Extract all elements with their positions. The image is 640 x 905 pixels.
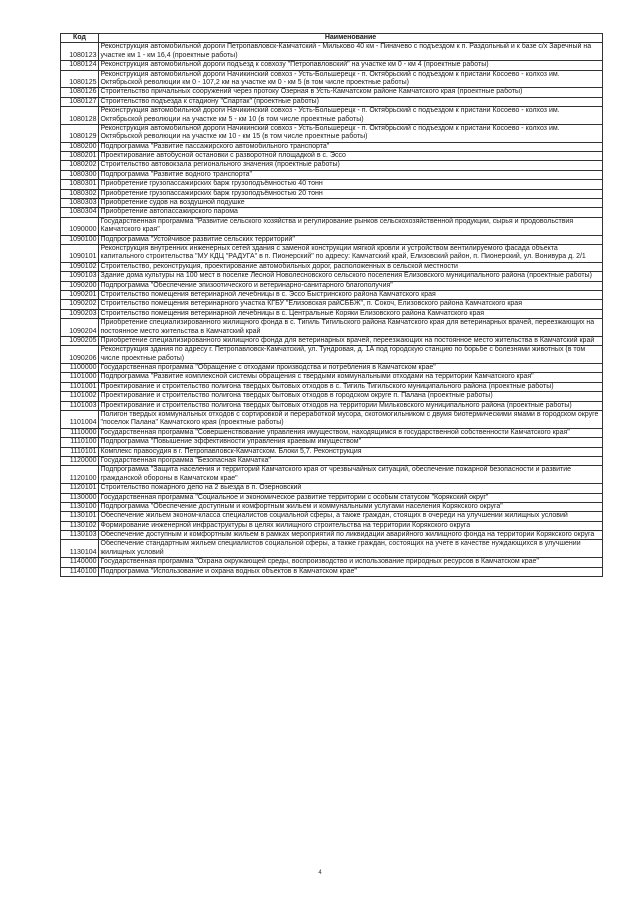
table-row [61,107,603,125]
row-name: Здание дома культуры на 100 мест в поселке Лесной Новолесновского сельского поселения Елизовского муниципального района (проектные работы) [99,272,603,281]
table-row [61,382,603,391]
table-row [61,142,603,151]
table-row [61,61,603,70]
table-row [61,189,603,198]
row-name: Проектирование автобусной остановки с разворотной площадкой в с. Эссо [99,152,603,161]
row-name: Подпрограмма "Обеспечение эпизоотического и ветеринарно-санитарного благополучия" [99,281,603,290]
header-code: Код [61,34,99,43]
row-name: Подпрограмма "Использование и охрана водных объектов в Камчатском крае" [99,567,603,576]
table-row [61,97,603,106]
row-name: Проектирование и строительство полигона твердых бытовых отходов в городском округе п. Палана (проектные работы) [99,392,603,401]
row-code: 1090206 [61,346,99,364]
row-name: Государственная программа "Совершенствование управления имуществом, находящимся в государственной собственности Камчатского края" [99,428,603,437]
table-row [61,540,603,558]
table-row [61,217,603,235]
row-name: Подпрограмма "Обеспечение доступным и комфортным жильем и коммунальными услугами населения Корякского округа" [99,502,603,511]
table-row [61,456,603,465]
row-name: Комплекс правосудия в г. Петропавловск-Камчатском. Блоки 5,7. Реконструкция [99,447,603,456]
row-name: Обеспечение стандартным жильем специалистов социальной сферы, а также граждан, состоящих на учете в качестве нуждающихся в улучшении жилищных условий [99,540,603,558]
row-name: Реконструкция автомобильной дороги Петропавловск-Камчатский - Мильково 40 км - Пиначево с подъездом к п. Раздольный и к базе с/х Заречный на участке км 1 - км 16,4 (проектные работы) [99,43,603,61]
table-row [61,512,603,521]
row-name: Реконструкция здания по адресу г. Петропавловск-Камчатский, ул. Тундровая, д. 1А под городскую станцию по борьбе с болезнями животных (в том числе проектные работы) [99,346,603,364]
table-row [61,262,603,271]
row-code: 1080124 [61,61,99,70]
row-code: 1130103 [61,531,99,540]
table-row [61,401,603,410]
table-row [61,70,603,88]
row-code: 1140100 [61,567,99,576]
table-row [61,272,603,281]
row-code: 1101003 [61,401,99,410]
table-row [61,373,603,382]
row-name: Государственная программа "Социальное и экономическое развитие территории с особым статусом "Корякский округ" [99,493,603,502]
row-code: 1090201 [61,290,99,299]
row-name: Приобретение автопассажирского парома [99,208,603,217]
row-code: 1101001 [61,382,99,391]
table-row [61,364,603,373]
row-code: 1080301 [61,180,99,189]
row-code: 1080202 [61,161,99,170]
table-row [61,346,603,364]
row-name: Строительство, реконструкция, проектирование автомобильных дорог, расположенных в сельской местности [99,262,603,271]
row-code: 1130101 [61,512,99,521]
table-row [61,88,603,97]
row-name: Строительство помещения ветеринарной лечебницы в с. Эссо Быстринского района Камчатского края [99,290,603,299]
row-name: Реконструкция автомобильной дороги Начикинский совхоз - Усть-Большерецк - п. Октябрьский с подъездом к пристани Косоево - колхоз им. Октябрьской революции на участке км 5 - км 10 (в том числе проектные работы) [99,107,603,125]
table-row [61,235,603,244]
row-code: 1090000 [61,217,99,235]
row-code: 1090200 [61,281,99,290]
table-row [61,392,603,401]
table-row [61,567,603,576]
row-code: 1080304 [61,208,99,217]
row-name: Обеспечение жильем эконом-класса специалистов социальной сферы, а также граждан, стоящих в очереди на улучшении жилищных условий [99,512,603,521]
row-name: Государственная программа "Развитие сельского хозяйства и регулирование рынков сельскохозяйственной продукции, сырья и продовольствия Камчатского края" [99,217,603,235]
row-code: 1090202 [61,300,99,309]
table-row [61,244,603,262]
table-row [61,124,603,142]
row-name: Строительство причальных сооружений через протоку Озерная в Усть-Камчатском районе Камчатского края (проектные работы) [99,88,603,97]
row-name: Строительство помещения ветеринарной лечебницы в с. Центральные Коряки Елизовского района Камчатского края [99,309,603,318]
row-code: 1080129 [61,124,99,142]
table-row [61,319,603,337]
row-code: 1080126 [61,88,99,97]
table-row [61,300,603,309]
row-code: 1090103 [61,272,99,281]
row-code: 1080303 [61,199,99,208]
row-code: 1120101 [61,484,99,493]
table-row [61,484,603,493]
row-code: 1090100 [61,235,99,244]
header-name: Наименование [99,34,603,43]
row-name: Строительство пожарного депо на 2 выезда в п. Озерновский [99,484,603,493]
row-code: 1130000 [61,493,99,502]
budget-code-table [60,33,603,577]
table-row [61,428,603,437]
row-code: 1140000 [61,558,99,567]
row-code: 1110000 [61,428,99,437]
table-row [61,43,603,61]
row-name: Формирование инженерной инфраструктуры в целях жилищного строительства на территории Корякского округа [99,521,603,530]
table-row [61,180,603,189]
row-name: Реконструкция автомобильной дороги Начикинский совхоз - Усть-Большерецк - п. Октябрьский с подъездом к пристани Косоево - колхоз им. Октябрьской революции на участке км 10 - км 15 (в том числе проектные работы) [99,124,603,142]
table-row [61,152,603,161]
table-row [61,493,603,502]
row-code: 1080200 [61,142,99,151]
table-row [61,309,603,318]
row-code: 1100000 [61,364,99,373]
table-row [61,438,603,447]
row-name: Подпрограмма "Повышение эффективности управления краевым имуществом" [99,438,603,447]
table-header-row [61,34,603,43]
table-row [61,531,603,540]
row-code: 1090102 [61,262,99,271]
row-name: Подпрограмма "Устойчивое развитие сельских территорий" [99,235,603,244]
row-name: Приобретение грузопассажирских барж грузоподъёмностью 40 тонн [99,180,603,189]
row-code: 1130104 [61,540,99,558]
row-code: 1080201 [61,152,99,161]
table-row [61,411,603,429]
table-row [61,208,603,217]
row-code: 1130100 [61,502,99,511]
page-number: 4 [318,870,322,876]
row-code: 1110101 [61,447,99,456]
row-name: Приобретение специализированного жилищного фонда для ветеринарных врачей, переезжающих на постоянное место жительства в Камчатский край [99,336,603,345]
table-row [61,290,603,299]
table-row [61,521,603,530]
row-code: 1080128 [61,107,99,125]
row-name: Подпрограмма "Защита населения и территорий Камчатского края от чрезвычайных ситуаций, обеспечение пожарной безопасности и развитие гражданской обороны в Камчатском крае" [99,466,603,484]
row-code: 1101002 [61,392,99,401]
row-name: Приобретение грузопассажирских барж грузоподъёмностью 20 тонн [99,189,603,198]
row-name: Реконструкция автомобильной дороги Начикинский совхоз - Усть-Большерецк - п. Октябрьский с подъездом к пристани Косоево - колхоз им. Октябрьской революции км 0 - 107,2 км на участке км 0 - км 5 (в том числе проектные работы) [99,70,603,88]
row-name: Проектирование и строительство полигона твердых бытовых отходов в с. Тигиль Тигильского муниципального района (проектные работы) [99,382,603,391]
row-name: Реконструкция внутренних инженерных сетей здания с заменой конструкции мягкой кровли и устройством вентилируемого фасада объекта капитального строительства "МУ КДЦ "РАДУГА" в п. Пионерский" по адресу: Камчатский край, Елизовский район, п. Пионерский, ул. Вонивура д. 2/1 [99,244,603,262]
row-name: Строительство подъезда к стадиону "Спартак" (проектные работы) [99,97,603,106]
row-name: Государственная программа "Охрана окружающей среды, воспроизводство и использование природных ресурсов в Камчатском крае" [99,558,603,567]
row-name: Государственная программа "Обращение с отходами производства и потребления в Камчатском крае" [99,364,603,373]
row-name: Приобретение специализированного жилищного фонда в с. Тигиль Тигильского района Камчатского края для ветеринарных врачей, переезжающих на постоянное место жительства в Камчатский край [99,319,603,337]
row-code: 1080300 [61,170,99,179]
row-code: 1120000 [61,456,99,465]
table-row [61,199,603,208]
row-name: Полигон твердых коммунальных отходов с сортировкой и переработкой мусора, скотомогильником с двумя биотермическими ямами в городском округе "поселок Палана" Камчатского края (проектные работы) [99,411,603,429]
table-row [61,281,603,290]
table-body [61,43,603,577]
row-name: Обеспечение доступным и комфортным жильем в рамках мероприятий по ликвидации аварийного жилищного фонда на территории Корякского округа [99,531,603,540]
row-code: 1090203 [61,309,99,318]
table-row [61,466,603,484]
table-row [61,447,603,456]
row-code: 1090204 [61,319,99,337]
table-row [61,502,603,511]
row-code: 1120100 [61,466,99,484]
row-code: 1130102 [61,521,99,530]
table-row [61,336,603,345]
row-code: 1101004 [61,411,99,429]
row-name: Подпрограмма "Развитие водного транспорта" [99,170,603,179]
row-name: Проектирование и строительство полигона твердых бытовых отходов на территории Мильковского муниципального района (проектные работы) [99,401,603,410]
row-code: 1090205 [61,336,99,345]
row-code: 1110100 [61,438,99,447]
row-name: Приобретение судов на воздушной подушке [99,199,603,208]
row-name: Подпрограмма "Развитие комплексной системы обращения с твердыми коммунальными отходами на территории Камчатского края" [99,373,603,382]
row-name: Государственная программа "Безопасная Камчатка" [99,456,603,465]
row-code: 1080127 [61,97,99,106]
table-row [61,170,603,179]
row-code: 1080125 [61,70,99,88]
row-code: 1080123 [61,43,99,61]
row-name: Реконструкция автомобильной дороги подъезд к совхозу "Петропавловский" на участке км 0 - км 4 (проектные работы) [99,61,603,70]
row-name: Строительство помещения ветеринарного участка КГБУ "Елизовская райСББЖ", п. Сокоч, Елизовского района Камчатского края [99,300,603,309]
row-name: Подпрограмма "Развитие пассажирского автомобильного транспорта" [99,142,603,151]
row-code: 1090101 [61,244,99,262]
row-code: 1080302 [61,189,99,198]
row-name: Строительство автовокзала регионального значения (проектные работы) [99,161,603,170]
row-code: 1101000 [61,373,99,382]
table-row [61,558,603,567]
table-row [61,161,603,170]
